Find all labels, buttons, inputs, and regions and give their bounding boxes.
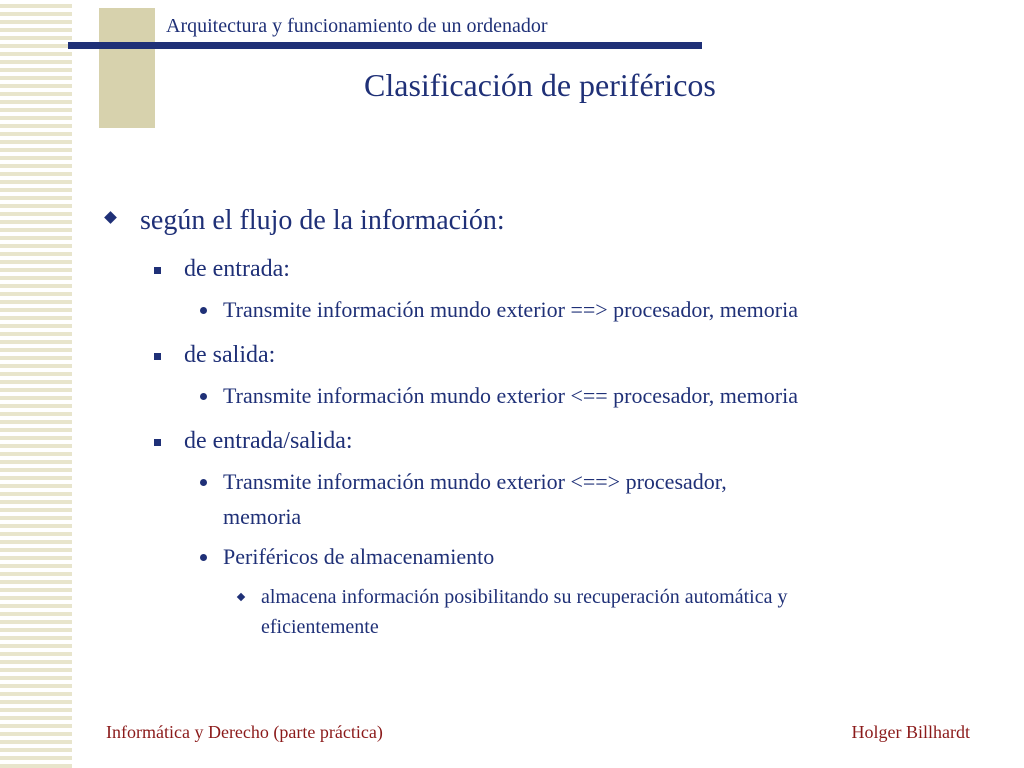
- dot-bullet-icon: [200, 479, 207, 486]
- course-title: Arquitectura y funcionamiento de un ordenador: [166, 15, 548, 37]
- bullet-l3-es-desc-line1: Transmite información mundo exterior <==> procesador,: [223, 469, 727, 494]
- square-bullet-icon: [154, 267, 161, 274]
- square-bullet-icon: [154, 439, 161, 446]
- small-diamond-bullet-icon: [237, 593, 245, 601]
- bullet-l3-es-desc-line2: memoria: [223, 504, 302, 529]
- bullet-l1-flujo: según el flujo de la información:: [140, 205, 505, 236]
- bullet-l2-entrada: de entrada:: [184, 256, 290, 282]
- bullet-l3-salida-desc: Transmite información mundo exterior <== procesador, memoria: [223, 383, 798, 408]
- bullet-l4-almacena-line2: eficientemente: [261, 616, 379, 638]
- dot-bullet-icon: [200, 554, 207, 561]
- dot-bullet-icon: [200, 393, 207, 400]
- diamond-bullet-icon: [104, 211, 117, 224]
- square-bullet-icon: [154, 353, 161, 360]
- bullet-l3-almacenamiento: Periféricos de almacenamiento: [223, 544, 495, 569]
- bullet-l2-salida: de salida:: [184, 342, 276, 368]
- bullet-l2-entrada-salida: de entrada/salida:: [184, 428, 353, 454]
- footer-course: Informática y Derecho (parte práctica): [106, 722, 383, 742]
- dot-bullet-icon: [200, 307, 207, 314]
- bullet-l4-almacena-line1: almacena información posibilitando su recuperación automática y: [261, 586, 788, 608]
- bullet-l3-entrada-desc: Transmite información mundo exterior ==> procesador, memoria: [223, 297, 798, 322]
- slide-title: Clasificación de periféricos: [364, 67, 716, 103]
- footer-author: Holger Billhardt: [851, 722, 970, 742]
